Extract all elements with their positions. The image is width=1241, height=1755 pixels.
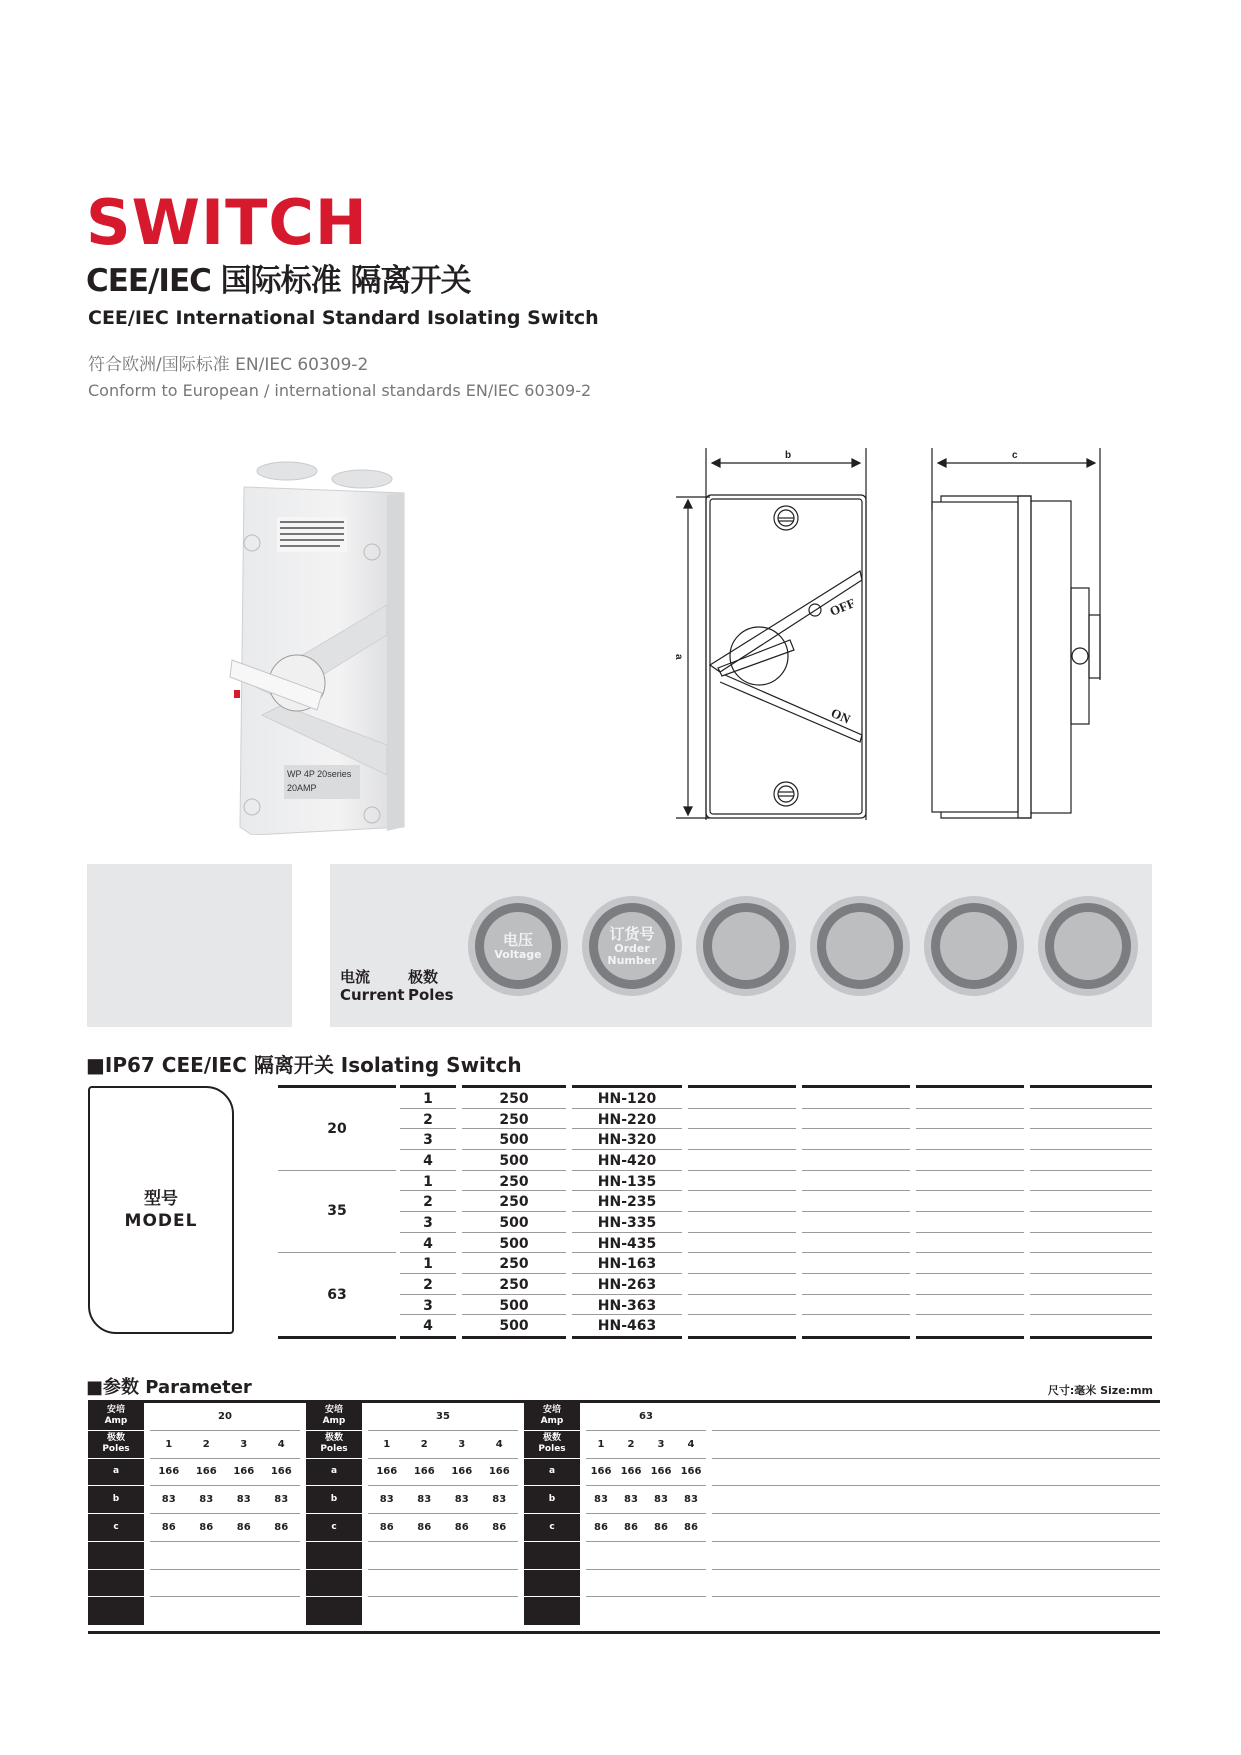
param-block-20: 20 1 2 3 4 166 166 166 166 83 83 83 83 86 86 86 86 (150, 1403, 300, 1625)
column-empty-1 (688, 1085, 796, 1339)
amp-cell: 35 (278, 1171, 396, 1254)
standard-cn: 符合欧洲/国际标准 EN/IEC 60309-2 (88, 355, 369, 375)
page-title: SWITCH (86, 186, 368, 259)
param-label-column: 安培 Amp 极数 Poles a b c (88, 1403, 144, 1625)
param-label-column: 安培 Amp 极数 Poles a b c (524, 1403, 580, 1625)
param-label-column: 安培 Amp 极数 Poles a b c (306, 1403, 362, 1625)
svg-text:ON: ON (828, 705, 853, 727)
parameter-table (88, 1400, 1160, 1634)
svg-text:c: c (1012, 450, 1018, 461)
product-photo (222, 455, 412, 835)
column-header-empty-4 (1038, 896, 1138, 996)
column-order-number: HN-120 HN-220 HN-320 HN-420 HN-135 HN-235 HN-335 HN-435 HN-163 HN-263 HN-363 HN-463 (572, 1085, 682, 1339)
column-header-empty-3 (924, 896, 1024, 996)
subtitle-en: CEE/IEC International Standard Isolating Switch (88, 307, 599, 329)
column-header-voltage: 电压 Voltage (468, 896, 568, 996)
svg-text:b: b (785, 450, 792, 461)
column-header-empty-1 (696, 896, 796, 996)
standard-en: Conform to European / international standards EN/IEC 60309-2 (88, 381, 592, 400)
param-empty-area (712, 1403, 1160, 1625)
column-empty-2 (802, 1085, 910, 1339)
column-header-poles: 极数 Poles (408, 968, 454, 1004)
column-amp (278, 1085, 396, 1339)
column-voltage: 250 250 500 500 250 250 500 500 250 250 500 500 (462, 1085, 566, 1339)
svg-text:WP 4P 20series: WP 4P 20series (287, 769, 352, 779)
column-header-order-number: 订货号 Order Number (582, 896, 682, 996)
svg-text:a: a (673, 654, 684, 660)
subtitle-cn: CEE/IEC 国际标准 隔离开关 (86, 263, 471, 299)
section-title-models: ■IP67 CEE/IEC 隔离开关 Isolating Switch (86, 1053, 522, 1077)
column-header-current: 电流 Current (340, 968, 405, 1004)
column-empty-4 (1030, 1085, 1152, 1339)
column-empty-3 (916, 1085, 1024, 1339)
svg-text:20AMP: 20AMP (287, 783, 317, 793)
column-header-empty-2 (810, 896, 910, 996)
size-unit-note: 尺寸:毫米 Size:mm (1047, 1384, 1153, 1397)
param-block-63: 63 1 2 3 4 166 166 166 166 83 83 83 83 86 86 86 86 (586, 1403, 706, 1625)
amp-cell: 63 (327, 1286, 347, 1303)
column-poles: 1 2 3 4 1 2 3 4 1 2 3 4 (400, 1085, 456, 1339)
section-title-parameter: ■参数 Parameter (86, 1377, 252, 1398)
param-block-35: 35 1 2 3 4 166 166 166 166 83 83 83 83 86 86 86 86 (368, 1403, 518, 1625)
amp-cell: 20 (278, 1088, 396, 1171)
model-label-box: 型号 MODEL (88, 1086, 234, 1334)
svg-text:OFF: OFF (827, 595, 858, 619)
header-band-left (87, 864, 292, 1027)
dimension-drawing (670, 430, 1140, 850)
